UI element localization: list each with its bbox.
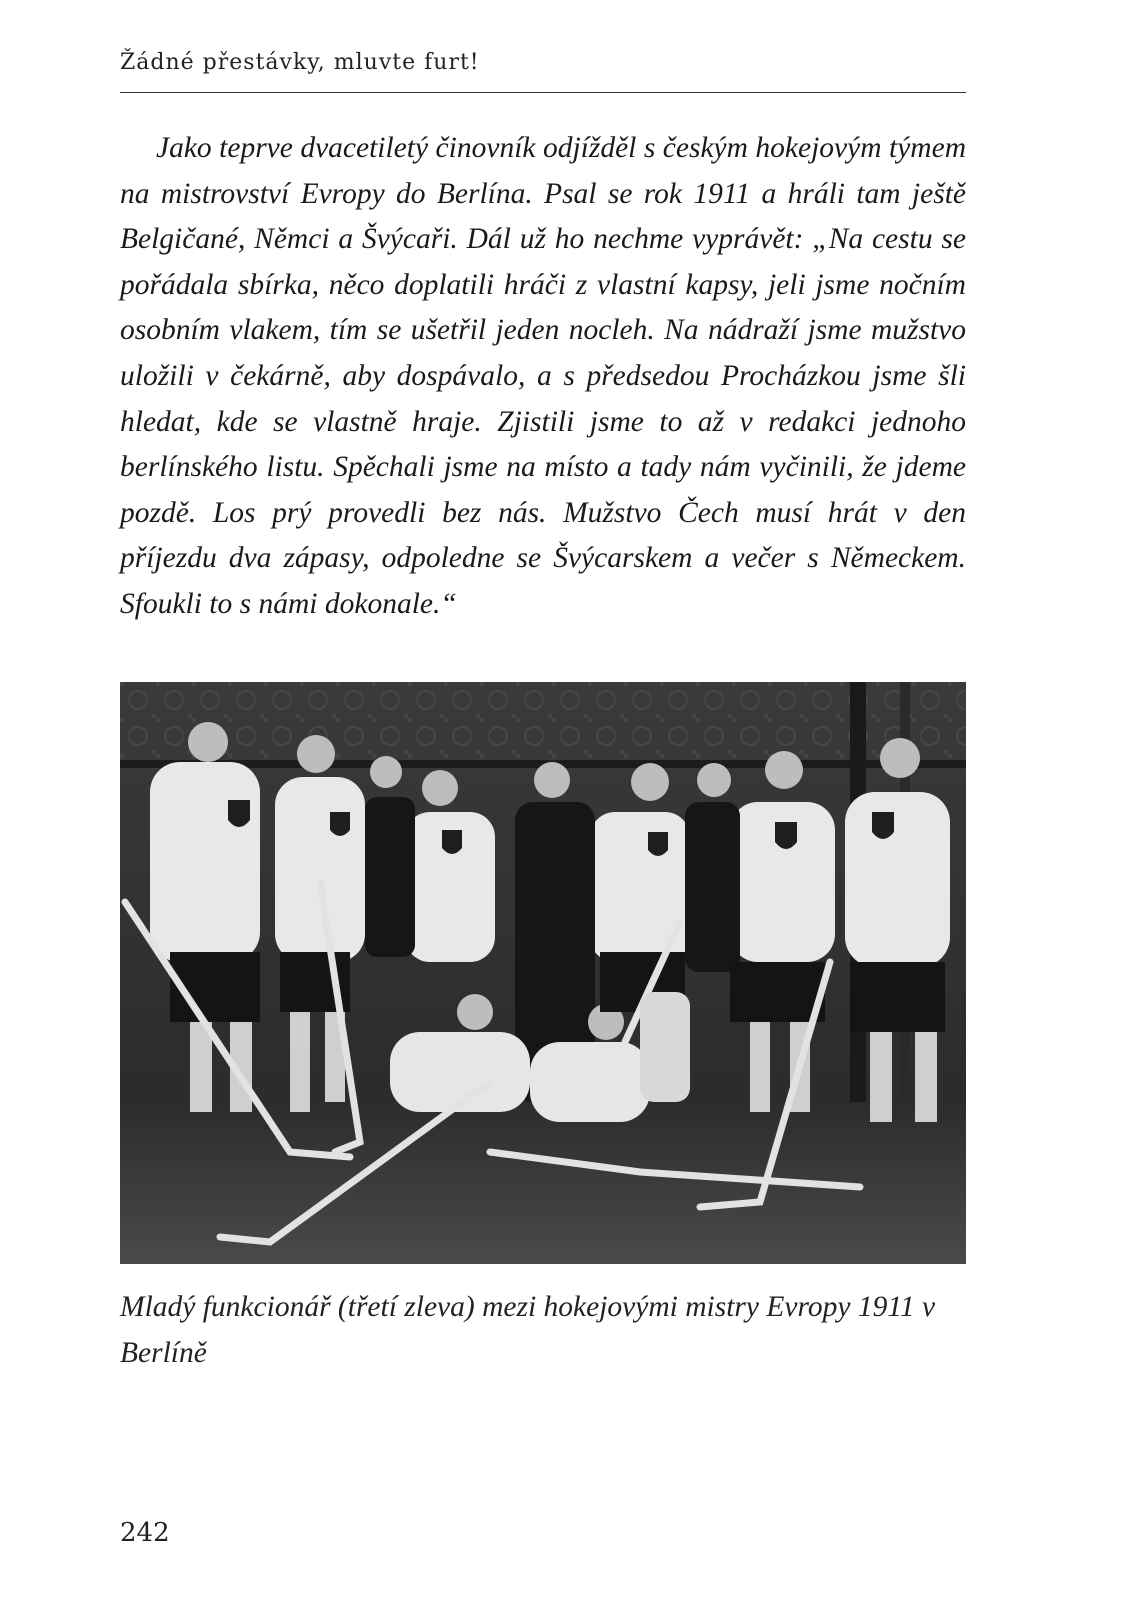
body-paragraph: Jako teprve dvacetiletý činovník odjížděl s českým hokejovým týmem na mistrovství Evropy do Berlína. Psal se rok 1911 a hráli tam ještě Belgičané, Němci a Švýcaři. Dál už ho nechme vyprávět: „Na cestu se pořádala sbírka, něco doplatili hráči z vlastní kapsy, jeli jsme nočním osobním vlakem, tím se ušetřil jeden nocleh. Na nádraží jsme mužstvo uložili v čekárně, aby dospávalo, a s předsedou Procházkou jsme šli hledat, kde se vlastně hraje. Zjistili jsme to až v redakci jednoho berlínského listu. Spěchali jsme na místo a tady nám vyčinili, že jdeme pozdě. Los prý provedli bez nás. Mužstvo Čech musí hrát v den příjezdu dva zápasy, odpoledne se Švýcarskem a večer s Německem. Sfoukli to s námi dokonale.“ bbox=[120, 132, 966, 620]
running-title: Žádné přestávky, mluvte furt! bbox=[120, 50, 480, 75]
header-rule bbox=[120, 92, 966, 93]
figure-caption: Mladý funkcionář (třetí zleva) mezi hokejovými mistry Evropy 1911 v Berlíně bbox=[120, 1291, 936, 1369]
page-number: 242 bbox=[120, 1518, 170, 1548]
team-photo bbox=[120, 682, 966, 1264]
